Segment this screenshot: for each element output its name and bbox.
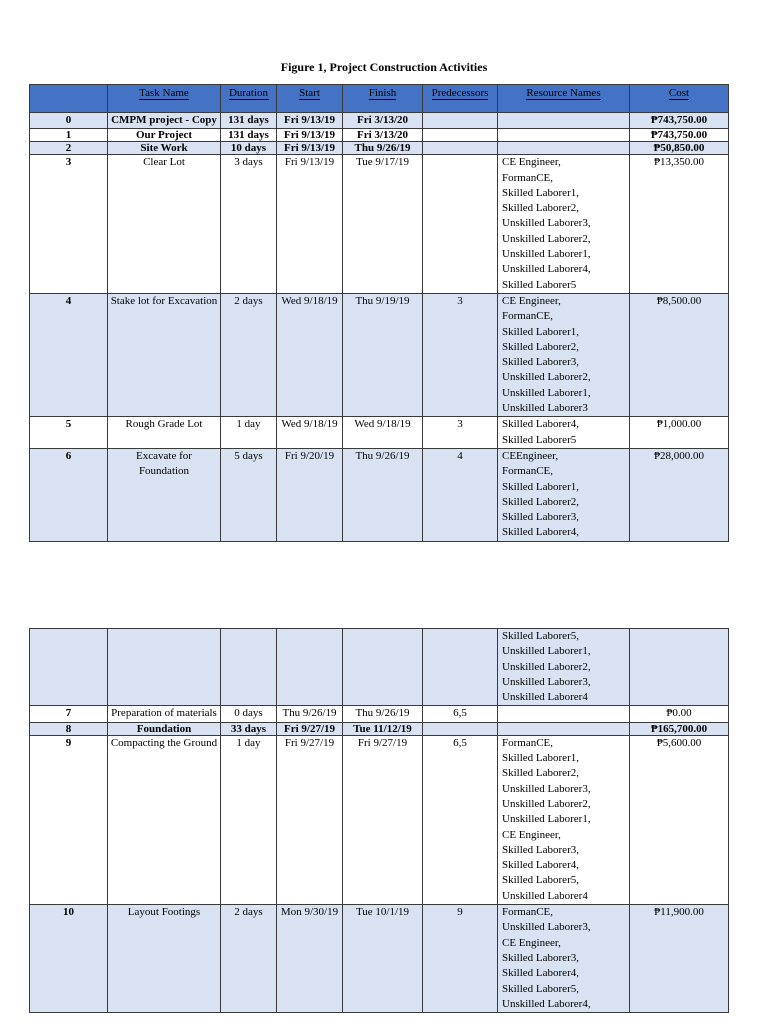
task-id: 5 (30, 417, 108, 449)
table-row (30, 629, 729, 706)
task-cost: ₱0.00 (630, 706, 729, 722)
task-finish: Wed 9/18/19 (343, 417, 423, 449)
header-id (30, 85, 108, 113)
task-finish: Tue 11/12/19 (343, 722, 423, 735)
task-cost (630, 629, 729, 706)
task-finish: Thu 9/26/19 (343, 448, 423, 541)
task-resources (498, 706, 630, 722)
task-resources (498, 142, 630, 155)
task-finish: Fri 3/13/20 (343, 129, 423, 142)
task-duration: 2 days (221, 905, 277, 1013)
task-predecessors: 6,5 (423, 735, 498, 904)
task-resources: Skilled Laborer4, Skilled Laborer5 (498, 417, 630, 449)
task-predecessors: 9 (423, 905, 498, 1013)
header-predecessors: Predecessors (423, 85, 498, 113)
task-resources (498, 722, 630, 735)
task-start: Fri 9/13/19 (277, 142, 343, 155)
task-cost: ₱743,750.00 (630, 129, 729, 142)
task-finish: Thu 9/19/19 (343, 293, 423, 416)
task-predecessors (423, 129, 498, 142)
table-row (30, 293, 729, 416)
task-start: Thu 9/26/19 (277, 706, 343, 722)
task-predecessors: 3 (423, 417, 498, 449)
task-duration: 10 days (221, 142, 277, 155)
task-duration: 131 days (221, 113, 277, 129)
header-start: Start (277, 85, 343, 113)
table-row (30, 448, 729, 541)
task-duration: 1 day (221, 417, 277, 449)
task-name: Stake lot for Excavation (108, 293, 221, 416)
figure-caption: Figure 1, Project Construction Activities (280, 60, 488, 74)
task-duration (221, 629, 277, 706)
task-predecessors (423, 155, 498, 294)
task-predecessors: 6,5 (423, 706, 498, 722)
task-finish: Thu 9/26/19 (343, 142, 423, 155)
task-cost: ₱1,000.00 (630, 417, 729, 449)
task-resources (498, 113, 630, 129)
task-cost: ₱28,000.00 (630, 448, 729, 541)
task-predecessors: 3 (423, 293, 498, 416)
table-row (30, 706, 729, 722)
task-duration: 131 days (221, 129, 277, 142)
task-id: 8 (30, 722, 108, 735)
task-id: 6 (30, 448, 108, 541)
task-id (30, 629, 108, 706)
task-id: 3 (30, 155, 108, 294)
task-duration: 0 days (221, 706, 277, 722)
task-resources: CEEngineer, FormanCE, Skilled Laborer1, Skilled Laborer2, Skilled Laborer3, Skilled Laborer4, (498, 448, 630, 541)
table-row (30, 905, 729, 1013)
task-name: Rough Grade Lot (108, 417, 221, 449)
header-row (30, 85, 729, 113)
table-row (30, 722, 729, 735)
task-cost: ₱13,350.00 (630, 155, 729, 294)
header-task-name: Task Name (108, 85, 221, 113)
task-name: Site Work (108, 142, 221, 155)
task-finish: Thu 9/26/19 (343, 706, 423, 722)
header-finish: Finish (343, 85, 423, 113)
task-id: 2 (30, 142, 108, 155)
header-resource-names: Resource Names (498, 85, 630, 113)
task-resources: FormanCE, Skilled Laborer1, Skilled Laborer2, Unskilled Laborer3, Unskilled Laborer2, Unskilled Laborer1, CE Engineer, Skilled Laborer3, Skilled Laborer4, Skilled Laborer5, Unskilled Laborer4 (498, 735, 630, 904)
task-duration: 3 days (221, 155, 277, 294)
task-cost: ₱5,600.00 (630, 735, 729, 904)
task-id: 4 (30, 293, 108, 416)
task-finish (343, 629, 423, 706)
task-name: Foundation (108, 722, 221, 735)
task-start: Fri 9/20/19 (277, 448, 343, 541)
table-row (30, 417, 729, 449)
activities-table-page1 (29, 84, 729, 542)
task-resources: Skilled Laborer5, Unskilled Laborer1, Unskilled Laborer2, Unskilled Laborer3, Unskilled Laborer4 (498, 629, 630, 706)
table-row (30, 113, 729, 129)
task-predecessors (423, 142, 498, 155)
task-finish: Fri 9/27/19 (343, 735, 423, 904)
task-cost: ₱50,850.00 (630, 142, 729, 155)
header-duration: Duration (221, 85, 277, 113)
task-start: Fri 9/27/19 (277, 722, 343, 735)
task-name: Our Project (108, 129, 221, 142)
task-start: Fri 9/13/19 (277, 129, 343, 142)
header-cost: Cost (630, 85, 729, 113)
task-name: Layout Footings (108, 905, 221, 1013)
task-cost: ₱8,500.00 (630, 293, 729, 416)
task-resources (498, 129, 630, 142)
task-start: Fri 9/27/19 (277, 735, 343, 904)
task-duration: 2 days (221, 293, 277, 416)
task-name: Compacting the Ground (108, 735, 221, 904)
task-name (108, 629, 221, 706)
task-cost: ₱165,700.00 (630, 722, 729, 735)
task-id: 0 (30, 113, 108, 129)
task-id: 1 (30, 129, 108, 142)
task-name: Clear Lot (108, 155, 221, 294)
task-id: 7 (30, 706, 108, 722)
task-duration: 33 days (221, 722, 277, 735)
activities-table-page2 (29, 628, 729, 1013)
task-name: CMPM project - Copy (108, 113, 221, 129)
task-start (277, 629, 343, 706)
task-duration: 1 day (221, 735, 277, 904)
task-cost: ₱743,750.00 (630, 113, 729, 129)
table-row (30, 735, 729, 904)
task-finish: Tue 9/17/19 (343, 155, 423, 294)
task-name: Excavate for Foundation (108, 448, 221, 541)
task-name: Preparation of materials (108, 706, 221, 722)
task-start: Fri 9/13/19 (277, 113, 343, 129)
task-resources: CE Engineer, FormanCE, Skilled Laborer1, Skilled Laborer2, Unskilled Laborer3, Unskilled Laborer2, Unskilled Laborer1, Unskilled Laborer4, Skilled Laborer5 (498, 155, 630, 294)
task-start: Wed 9/18/19 (277, 417, 343, 449)
table-row (30, 155, 729, 294)
task-duration: 5 days (221, 448, 277, 541)
task-finish: Tue 10/1/19 (343, 905, 423, 1013)
task-resources: CE Engineer, FormanCE, Skilled Laborer1, Skilled Laborer2, Skilled Laborer3, Unskilled Laborer2, Unskilled Laborer1, Unskilled Laborer3 (498, 293, 630, 416)
task-id: 10 (30, 905, 108, 1013)
task-finish: Fri 3/13/20 (343, 113, 423, 129)
task-predecessors: 4 (423, 448, 498, 541)
task-predecessors (423, 722, 498, 735)
task-predecessors (423, 629, 498, 706)
task-predecessors (423, 113, 498, 129)
task-start: Wed 9/18/19 (277, 293, 343, 416)
table-row (30, 142, 729, 155)
table-row (30, 129, 729, 142)
task-id: 9 (30, 735, 108, 904)
task-start: Fri 9/13/19 (277, 155, 343, 294)
task-start: Mon 9/30/19 (277, 905, 343, 1013)
task-resources: FormanCE, Unskilled Laborer3, CE Engineer, Skilled Laborer3, Skilled Laborer4, Skilled Laborer5, Unskilled Laborer4, (498, 905, 630, 1013)
task-cost: ₱11,900.00 (630, 905, 729, 1013)
